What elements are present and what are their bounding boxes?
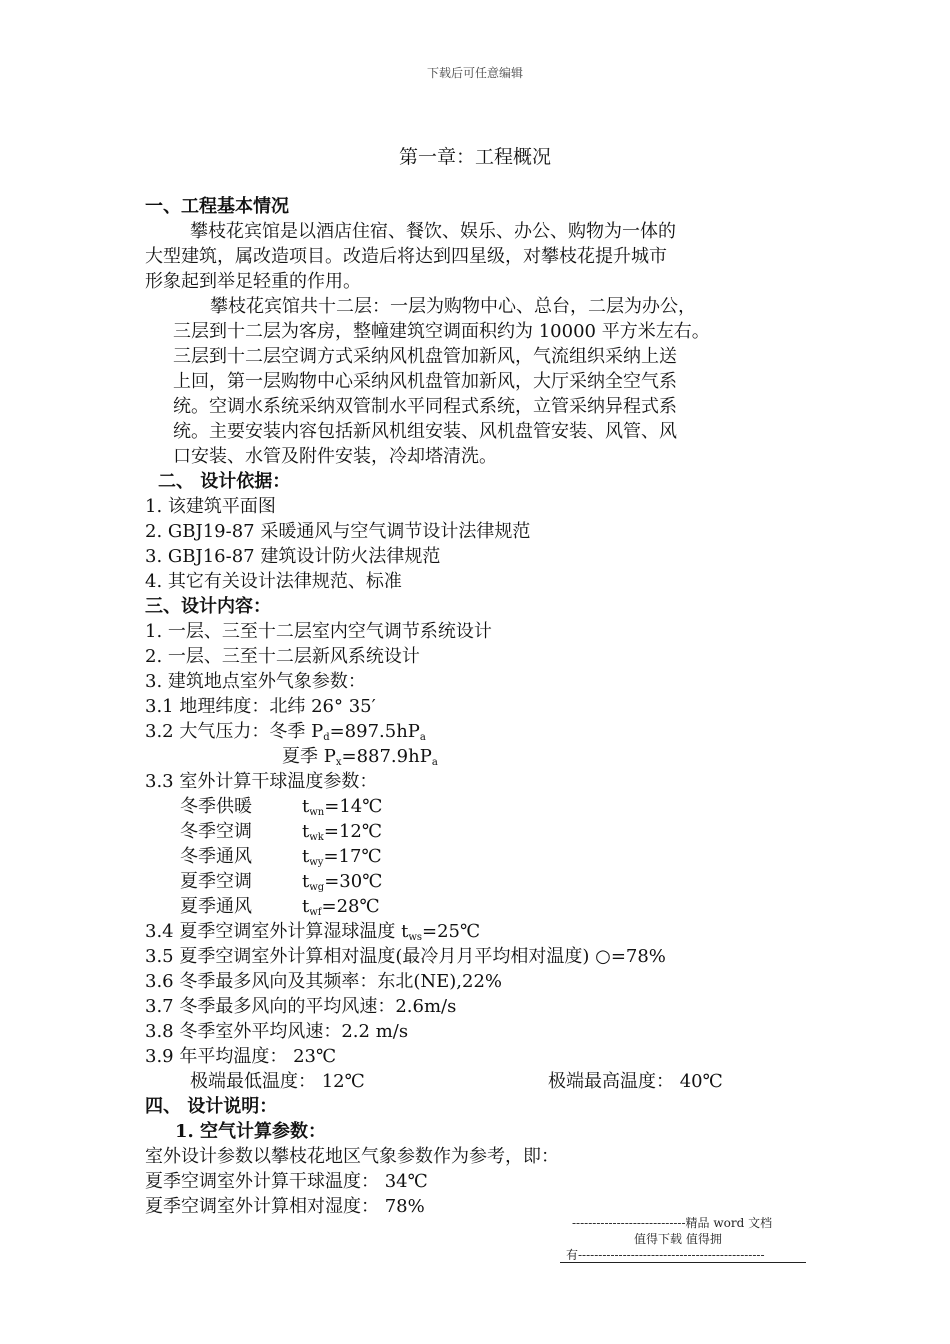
- extreme-high: 极端最高温度： 40℃: [548, 1071, 723, 1092]
- paragraph-1-line: 攀枝花宾馆是以酒店住宿、餐饮、娱乐、办公、购物为一体的: [190, 221, 676, 242]
- humidity-line: 3.5 夏季空调室外计算相对温度(最冷月月平均相对温度) ○=78%: [145, 946, 666, 967]
- wind-outdoor-line: 3.8 冬季室外平均风速：2.2 m/s: [145, 1021, 409, 1042]
- temp-value: $t_{wn}=14℃$: [302, 796, 383, 818]
- footer-line-1: ----------------------------精品 word 文档: [572, 1216, 773, 1230]
- temp-label: 冬季通风: [180, 846, 252, 867]
- paragraph-2-line: 口安装、水管及附件安装，冷却塔清洗。: [173, 446, 497, 467]
- paragraph-2-line: 统。主要安装内容包括新风机组安装、风机盘管安装、风管、风: [173, 421, 677, 442]
- design-line: 夏季空调室外计算相对湿度： 78%: [145, 1196, 425, 1217]
- subsection-heading: 1. 空气计算参数：: [175, 1121, 327, 1142]
- header-note: 下载后可任意编辑: [426, 66, 523, 80]
- temp-label: 夏季空调: [180, 871, 252, 892]
- basis-item: 3. GBJ16-87 建筑设计防火法律规范: [145, 546, 441, 567]
- extreme-low: 极端最低温度： 12℃: [190, 1071, 365, 1092]
- paragraph-1-line: 大型建筑，属改造项目。改造后将达到四星级，对攀枝花提升城市: [145, 246, 667, 267]
- paragraph-2-line: 上回，第一层购物中心采纳风机盘管加新风，大厅采纳全空气系: [173, 371, 677, 392]
- temp-value: $t_{wg}=30℃$: [302, 871, 383, 893]
- wind-direction-line: 3.6 冬季最多风向及其频率：东北(NE),22%: [145, 971, 503, 992]
- basis-item: 2. GBJ19-87 采暖通风与空气调节设计法律规范: [145, 521, 531, 542]
- paragraph-2-line: 攀枝花宾馆共十二层：一层为购物中心、总台，二层为办公，: [210, 296, 696, 317]
- paragraph-2-line: 三层到十二层空调方式采纳风机盘管加新风，气流组织采纳上送: [173, 346, 677, 367]
- wind-average-line: 3.7 冬季最多风向的平均风速：2.6m/s: [145, 996, 457, 1017]
- footer-line-2: 值得下载 值得拥: [634, 1232, 722, 1246]
- paragraph-2-line: 三层到十二层为客房，整幢建筑空调面积约为 10000 平方米左右。: [173, 321, 710, 342]
- section-4-heading: 四、 设计说明：: [145, 1096, 278, 1117]
- temp-value: $t_{wy}=17℃$: [302, 846, 382, 868]
- content-item: 3. 建筑地点室外气象参数：: [145, 671, 366, 692]
- section-1-heading: 一、工程基本情况: [145, 196, 289, 217]
- paragraph-1-line: 形象起到举足轻重的作用。: [145, 271, 361, 292]
- temp-value: $t_{wk}=12℃$: [302, 821, 382, 843]
- section-3-heading: 三、设计内容：: [145, 596, 271, 617]
- content-item: 1. 一层、三至十二层室内空气调节系统设计: [145, 621, 492, 642]
- wet-bulb-line: 3.4 夏季空调室外计算湿球温度 $t_{ws}=25℃$: [145, 921, 481, 943]
- basis-item: 4. 其它有关设计法律规范、标准: [145, 571, 402, 592]
- section-2-heading: 二、 设计依据：: [158, 471, 291, 492]
- basis-item: 1. 该建筑平面图: [145, 496, 276, 517]
- latitude-line: 3.1 地理纬度：北纬 26° 35′: [145, 696, 376, 717]
- design-line: 室外设计参数以攀枝花地区气象参数作为参考，即：: [145, 1146, 559, 1167]
- content-item: 2. 一层、三至十二层新风系统设计: [145, 646, 420, 667]
- pressure-summer-line: 夏季 $P_x=887.9hP_a$: [282, 746, 438, 768]
- temp-label: 冬季空调: [180, 821, 252, 842]
- temp-label: 夏季通风: [180, 896, 252, 917]
- year-average-line: 3.9 年平均温度： 23℃: [145, 1046, 337, 1067]
- pressure-winter-line: 3.2 大气压力：冬季 $P_d=897.5hP_a$: [145, 721, 426, 743]
- temp-label: 冬季供暖: [180, 796, 252, 817]
- design-line: 夏季空调室外计算干球温度： 34℃: [145, 1171, 428, 1192]
- chapter-title: 第一章：工程概况: [398, 146, 551, 168]
- footer-rule: [560, 1262, 806, 1263]
- dry-bulb-heading: 3.3 室外计算干球温度参数：: [145, 771, 378, 792]
- footer-line-3: 有----------------------------------------------: [566, 1248, 765, 1262]
- temp-value: $t_{wf}=28℃$: [302, 896, 380, 918]
- paragraph-2-line: 统。空调水系统采纳双管制水平同程式系统，立管采纳异程式系: [173, 396, 677, 417]
